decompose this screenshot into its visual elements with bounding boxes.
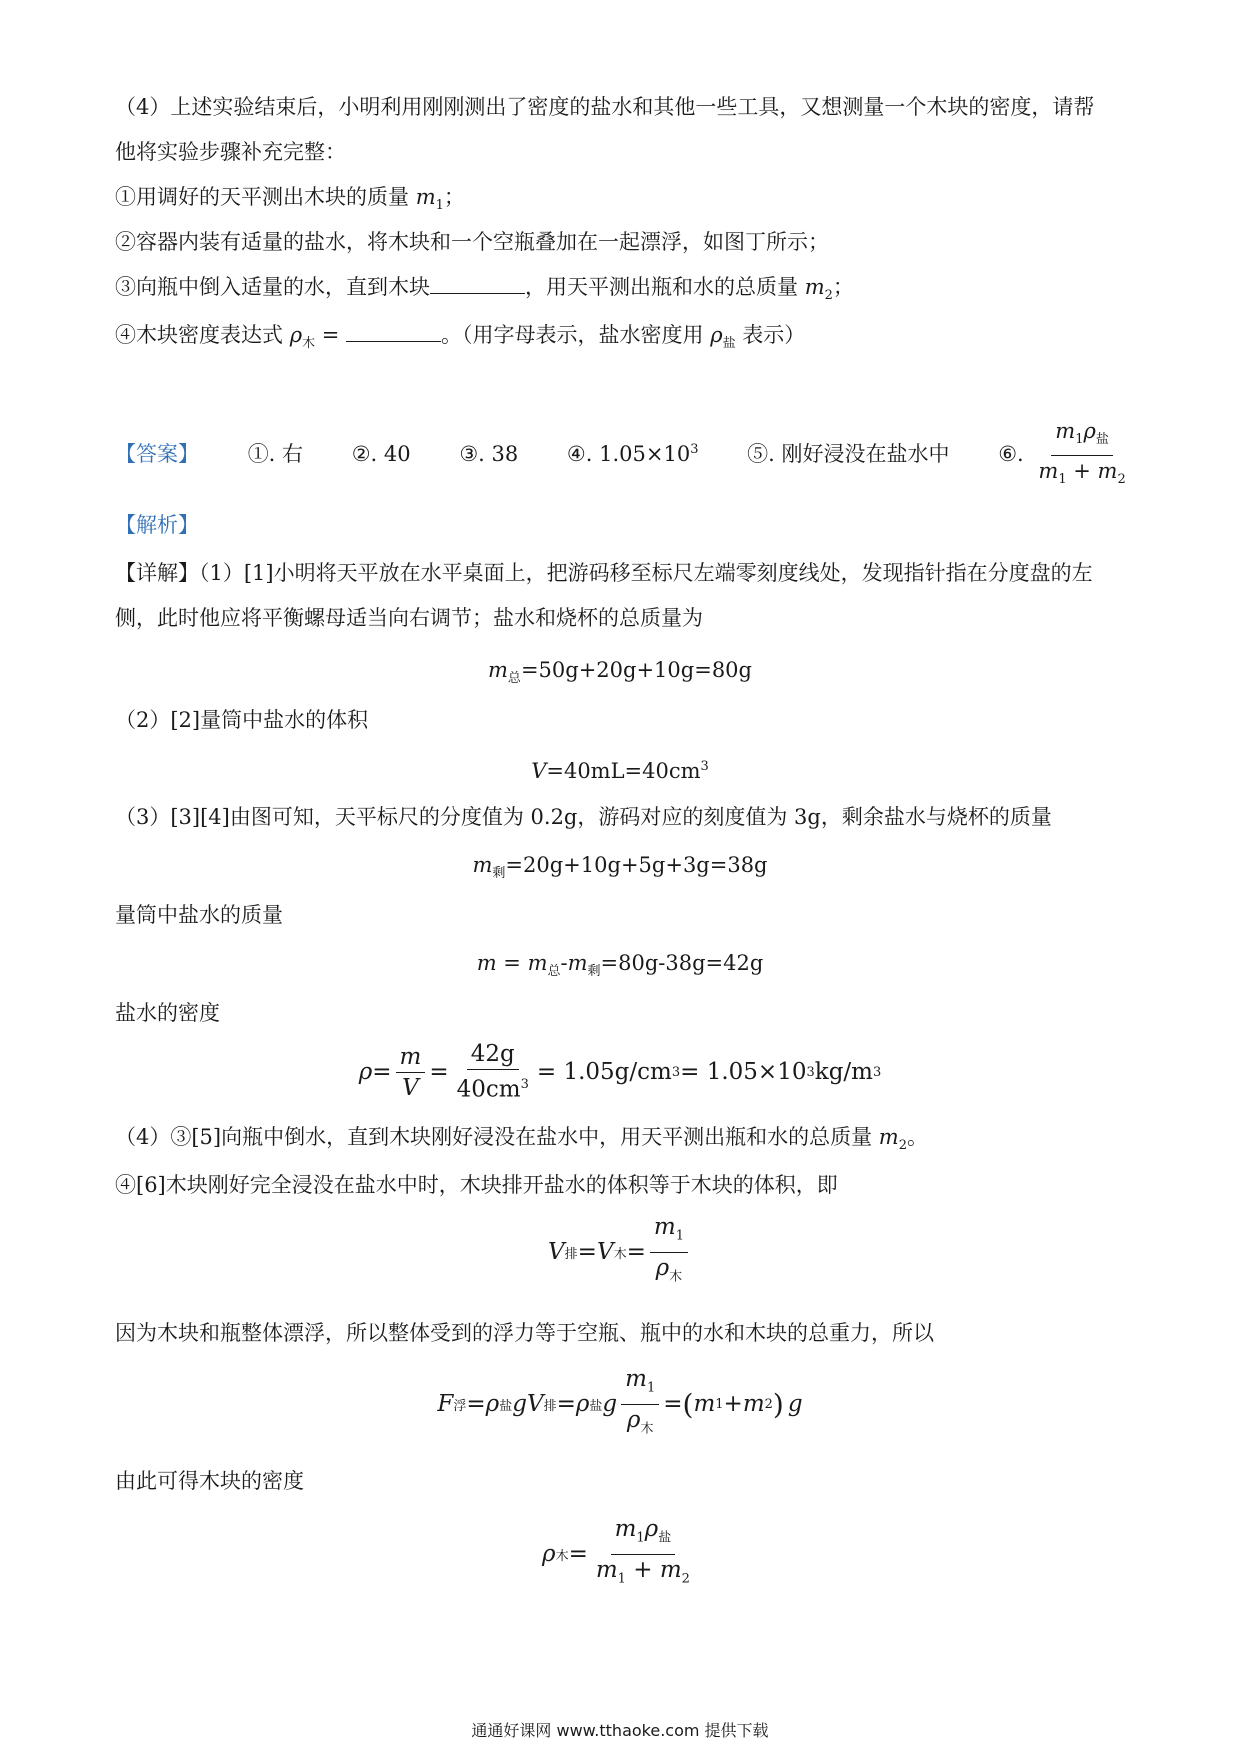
detail-p3: （3）[3][4]由图可知，天平标尺的分度值为 0.2g，游码对应的刻度值为 3g，剩余盐水与烧杯的质量 bbox=[115, 805, 1052, 829]
frac-m: m bbox=[1097, 459, 1118, 484]
equals: = bbox=[315, 323, 347, 347]
step-1 bbox=[115, 182, 465, 221]
eq2-v: V bbox=[531, 759, 547, 783]
step-4-mid: 。（用字母表示，盐水密度用 bbox=[441, 323, 711, 347]
eq6-v: V bbox=[548, 1239, 565, 1265]
equation-2 bbox=[0, 752, 1240, 786]
step-4-end: 表示） bbox=[735, 323, 806, 347]
detail-p1b: 侧，此时他应将平衡螺母适当向右调节；盐水和烧杯的总质量为 bbox=[115, 606, 703, 630]
eq1-sub: 总 bbox=[507, 671, 521, 687]
eq8-den-m1: m bbox=[595, 1556, 618, 1583]
equation-3 bbox=[0, 850, 1240, 889]
eq6-num-m: m bbox=[653, 1213, 676, 1240]
eq7-paren-close: ) bbox=[772, 1387, 784, 1421]
equation-1 bbox=[0, 655, 1240, 694]
eq5-rest-1: = 1.05g/cm bbox=[536, 1059, 672, 1085]
eq6-den-sub: 木 bbox=[669, 1269, 683, 1285]
eq4-rest: =80g-38g=42g bbox=[600, 951, 764, 975]
eq7-den-rho: ρ bbox=[626, 1406, 641, 1433]
answer-tag: 【答案】 bbox=[115, 442, 199, 467]
answer-6 bbox=[998, 418, 1134, 493]
detail-p2: （2）[2]量筒中盐水的体积 bbox=[115, 708, 369, 732]
detail-p6-text: （4）③[5]向瓶中倒水，直到木块刚好浸没在盐水中，用天平测出瓶和水的总质量 bbox=[115, 1125, 879, 1149]
eq8-num-sub: 1 bbox=[636, 1530, 645, 1546]
eq8-num-yan: 盐 bbox=[658, 1530, 672, 1546]
frac-sub-yan: 盐 bbox=[1095, 432, 1109, 448]
eq7-sub-yan: 盐 bbox=[499, 1398, 513, 1414]
eq5-num-1: m bbox=[396, 1044, 426, 1073]
rho-sub-mu: 木 bbox=[302, 336, 316, 352]
eq8-sub-mu: 木 bbox=[555, 1548, 569, 1564]
eq7-num-m: m bbox=[625, 1365, 647, 1392]
step-1-sub: 1 bbox=[435, 198, 444, 214]
eq4-m: m bbox=[476, 951, 497, 975]
eq6-den-rho: ρ bbox=[655, 1254, 670, 1281]
frac-plus: + bbox=[1066, 459, 1098, 484]
eq8-num-m: m bbox=[614, 1515, 637, 1542]
eq7-sub-fu: 浮 bbox=[453, 1398, 467, 1414]
detail-p6-sub: 2 bbox=[898, 1138, 907, 1154]
eq6-num-sub: 1 bbox=[675, 1228, 684, 1244]
frac-rho: ρ bbox=[1083, 419, 1096, 443]
step-1-end: ； bbox=[443, 185, 465, 209]
rho-symbol: ρ bbox=[710, 323, 723, 347]
eq6-eq: = bbox=[577, 1239, 597, 1265]
detail-p6-end: 。 bbox=[906, 1125, 928, 1149]
detail-p1a bbox=[115, 558, 1093, 588]
eq5-exp-3: 3 bbox=[872, 1064, 882, 1080]
eq7-m2-sub: 2 bbox=[764, 1396, 773, 1412]
eq4-m-total: m bbox=[527, 951, 548, 975]
eq6-v2: V bbox=[596, 1239, 614, 1265]
analysis-tag: 【解析】 bbox=[115, 513, 199, 537]
detail-tag: 【详解】 bbox=[115, 561, 199, 585]
answer-4-text: ④. 1.05×10 bbox=[566, 442, 691, 467]
step-3-mid: ，用天平测出瓶和水的总质量 bbox=[525, 275, 805, 299]
eq5-frac-2 bbox=[453, 1041, 533, 1103]
equation-7 bbox=[0, 1362, 1240, 1446]
eq7-plus: + bbox=[723, 1391, 743, 1417]
eq5-exp-1: 3 bbox=[671, 1064, 681, 1080]
eq7-rho2: ρ bbox=[575, 1391, 590, 1417]
step-4-text: ④木块密度表达式 bbox=[115, 323, 290, 347]
eq5-rest-3: kg/m bbox=[814, 1059, 873, 1085]
eq7-f: F bbox=[437, 1391, 454, 1417]
page-footer: 通通好课网 www.tthaoke.com 提供下载 bbox=[471, 1721, 769, 1740]
answer-5: ⑤. 刚好浸没在盐水中 bbox=[747, 442, 950, 467]
detail-p7: ④[6]木块刚好完全浸没在盐水中时，木块排开盐水的体积等于木块的体积，即 bbox=[115, 1173, 838, 1197]
frac-sub-1: 1 bbox=[1058, 472, 1067, 488]
answer-4-exp: 3 bbox=[690, 442, 699, 458]
q4-intro-line-2: 他将实验步骤补充完整： bbox=[115, 140, 346, 164]
eq8-eq: = bbox=[568, 1541, 588, 1567]
eq8-num-rho: ρ bbox=[644, 1515, 659, 1542]
eq8-den-sub2: 2 bbox=[681, 1571, 690, 1587]
eq7-m1-sub: 1 bbox=[715, 1396, 724, 1412]
eq7-eq2: = bbox=[556, 1391, 576, 1417]
step-3-text: ③向瓶中倒入适量的水，直到木块 bbox=[115, 275, 430, 299]
step-1-var: m bbox=[415, 185, 436, 209]
eq5-rho: ρ bbox=[358, 1059, 373, 1085]
answer-6-fraction bbox=[1034, 418, 1129, 493]
step-2: ②容器内装有适量的盐水，将木块和一个空瓶叠加在一起漂浮，如图丁所示； bbox=[115, 230, 829, 254]
answer-4 bbox=[567, 430, 699, 474]
eq5-num-2: 42g bbox=[467, 1041, 519, 1070]
step-1-text: ①用调好的天平测出木块的质量 bbox=[115, 185, 416, 209]
eq5-den-2-wrap bbox=[453, 1070, 533, 1103]
eq7-paren-open: ( bbox=[682, 1387, 694, 1421]
eq8-plus: + bbox=[625, 1556, 660, 1583]
frac-m: m bbox=[1038, 459, 1059, 484]
eq7-g2: g bbox=[602, 1391, 618, 1417]
frac-sub-2: 2 bbox=[1117, 472, 1126, 488]
detail-p6-var: m bbox=[878, 1125, 899, 1149]
eq4-minus-m: -m bbox=[560, 951, 588, 975]
step-3-var: m bbox=[804, 275, 825, 299]
eq4-eq: = bbox=[496, 951, 528, 975]
answer-3: ③. 38 bbox=[459, 442, 519, 467]
eq7-eq3: = bbox=[663, 1391, 683, 1417]
frac-sub-1: 1 bbox=[1075, 432, 1084, 448]
detail-p1a-text: （1）[1]小明将天平放在水平桌面上，把游码移至标尺左端零刻度线处，发现指针指在分度盘的左 bbox=[199, 561, 1093, 585]
detail-p9: 由此可得木块的密度 bbox=[115, 1469, 304, 1493]
eq5-den-exp: 3 bbox=[520, 1077, 529, 1093]
eq7-den-sub: 木 bbox=[640, 1421, 654, 1437]
eq1-rest: =50g+20g+10g=80g bbox=[520, 658, 752, 682]
eq7-sub-yan2: 盐 bbox=[589, 1398, 603, 1414]
equation-5 bbox=[0, 1032, 1240, 1112]
eq4-sub-zong: 总 bbox=[547, 964, 561, 980]
answer-1: ①. 右 bbox=[247, 442, 304, 467]
step-4 bbox=[115, 320, 805, 359]
eq1-m: m bbox=[488, 658, 508, 682]
eq8-rho: ρ bbox=[542, 1541, 556, 1567]
eq7-m1: m bbox=[693, 1391, 716, 1417]
eq5-rest-2: = 1.05×10 bbox=[680, 1059, 807, 1085]
eq8-frac bbox=[592, 1516, 694, 1592]
eq7-g: g bbox=[512, 1391, 527, 1417]
equation-8 bbox=[0, 1512, 1240, 1596]
step-3-end: ； bbox=[832, 275, 854, 299]
eq3-rest: =20g+10g+5g+3g=38g bbox=[505, 853, 768, 877]
eq3-m: m bbox=[472, 853, 493, 877]
blank-6[interactable] bbox=[346, 321, 441, 342]
detail-p4: 量筒中盐水的质量 bbox=[115, 903, 283, 927]
eq6-frac bbox=[650, 1214, 688, 1290]
eq5-eq2: = bbox=[429, 1059, 449, 1085]
eq7-g3: g bbox=[787, 1391, 803, 1417]
detail-p6 bbox=[115, 1122, 928, 1161]
eq2-exp: 3 bbox=[700, 759, 709, 774]
equation-4 bbox=[0, 948, 1240, 987]
eq5-den-2: 40cm bbox=[456, 1076, 521, 1103]
eq3-sub: 剩 bbox=[492, 866, 506, 882]
step-3 bbox=[115, 272, 854, 311]
q4-intro-line-1: （4）上述实验结束后，小明利用刚刚测出了密度的盐水和其他一些工具，又想测量一个木块的密度，请帮 bbox=[115, 95, 1095, 119]
blank-5[interactable] bbox=[430, 273, 525, 294]
rho-sub-yan: 盐 bbox=[722, 336, 736, 352]
eq2-rest: =40mL=40cm bbox=[546, 759, 701, 783]
equation-6 bbox=[0, 1212, 1240, 1292]
eq7-sub-pai: 排 bbox=[543, 1398, 557, 1414]
answer-2: ②. 40 bbox=[351, 442, 411, 467]
detail-p5: 盐水的密度 bbox=[115, 1001, 220, 1025]
eq7-m2: m bbox=[742, 1391, 765, 1417]
eq5-frac-1 bbox=[396, 1044, 426, 1101]
eq6-sub-mu: 木 bbox=[613, 1246, 627, 1262]
rho-symbol: ρ bbox=[289, 323, 303, 347]
eq7-num-sub: 1 bbox=[646, 1380, 656, 1396]
detail-p8: 因为木块和瓶整体漂浮，所以整体受到的浮力等于空瓶、瓶中的水和木块的总重力，所以 bbox=[115, 1321, 934, 1345]
eq5-exp-2: 3 bbox=[806, 1064, 815, 1080]
eq7-v: V bbox=[526, 1391, 544, 1417]
answer-line bbox=[115, 418, 1134, 493]
eq8-den-m2: m bbox=[659, 1556, 682, 1583]
answer-6-label: ⑥. bbox=[998, 442, 1031, 467]
eq6-sub-pai: 排 bbox=[564, 1246, 578, 1262]
eq6-eq2: = bbox=[626, 1239, 646, 1265]
eq7-frac bbox=[621, 1366, 659, 1442]
eq4-sub-sheng: 剩 bbox=[587, 964, 601, 980]
eq7-rho: ρ bbox=[485, 1391, 500, 1417]
eq8-den-sub1: 1 bbox=[617, 1571, 626, 1587]
frac-m: m bbox=[1055, 419, 1076, 443]
step-3-sub: 2 bbox=[824, 288, 833, 304]
eq7-eq1: = bbox=[466, 1391, 486, 1417]
eq5-den-1: V bbox=[402, 1074, 419, 1101]
eq5-eq: = bbox=[372, 1059, 392, 1085]
